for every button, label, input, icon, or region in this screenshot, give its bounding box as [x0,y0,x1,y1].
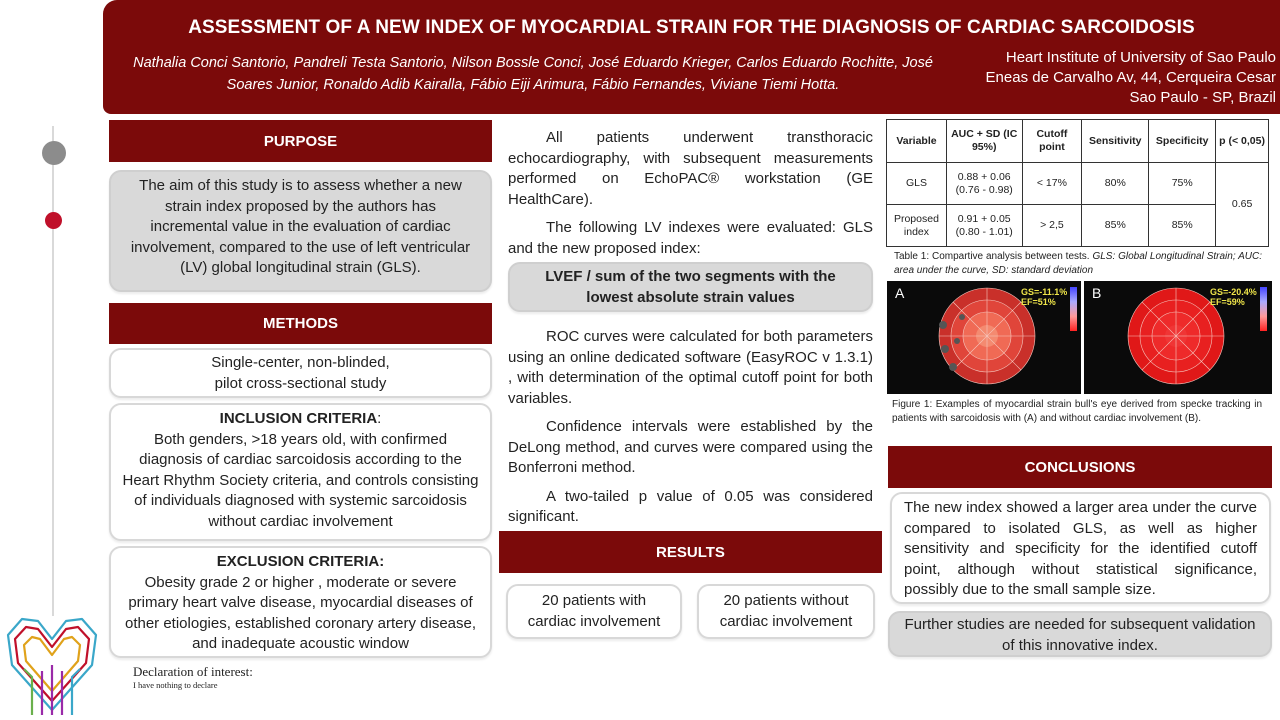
panel-b-ef: EF=59% [1210,297,1245,307]
results-heading: RESULTS [499,531,882,573]
th-auc: AUC + SD (IC 95%) [946,120,1022,163]
poster-header [103,0,1280,114]
cell-pvalue: 0.65 [1216,163,1269,247]
th-specificity: Specificity [1149,120,1216,163]
panel-b-letter: B [1092,285,1102,301]
institution-name: Heart Institute of University of Sao Paulo [1005,49,1276,66]
table-caption-abbrev: GLS: Global Longitudinal Strain; AUC: area under the curve, SD: standard deviation [894,251,1262,276]
th-sensitivity: Sensitivity [1082,120,1149,163]
cell-variable: Proposed index [887,205,947,247]
panel-b-colorbar [1260,287,1267,331]
timeline-dot-grey [42,141,66,165]
institution-address: Eneas de Carvalho Av, 44, Cerqueira Cesar [985,69,1276,86]
paragraph-pvalue: A two-tailed p value of 0.05 was considered significant. [508,487,873,525]
auc-value: 0.88 + 0.06 [957,170,1011,183]
exclusion-text: Obesity grade 2 or higher , moderate or severe primary heart valve disease, myocardial diseases of other etiologies, established coronary artery disease, and inadequate acoustic window [124,573,477,652]
bullseye-image-b [1084,281,1272,394]
inclusion-box [109,403,492,541]
institution-city: Sao Paulo - SP, Brazil [1129,89,1276,106]
study-design-line2: pilot cross-sectional study [214,374,387,392]
cell-cutoff: > 2,5 [1022,205,1082,247]
conclusions-heading: CONCLUSIONS [888,446,1272,488]
bullseye-image-a [887,281,1081,394]
panel-a-gs: GS=-11.1% [1021,287,1068,297]
methods-heading: METHODS [109,303,492,344]
inclusion-title: INCLUSION CRITERIA [219,410,378,427]
cell-sensitivity: 80% [1082,163,1149,205]
cell-specificity: 85% [1149,205,1216,247]
ci-value: (0.80 - 1.01) [955,225,1013,238]
declaration-title: Declaration of interest: [133,664,253,679]
auc-value: 0.91 + 0.05 [957,212,1011,225]
conclusions-text: The new index showed a larger area under the curve compared to isolated GLS, as well as higher sensitivity and specificity for the identified cutoff point, although without statistical significance, possibly due to the small sample size. [904,499,1257,598]
panel-b-readout [1210,287,1257,307]
declaration-text: I have nothing to declare [133,680,218,690]
panel-a-colorbar [1070,287,1077,331]
panel-a-ef: EF=51% [1021,297,1056,307]
author-list: Nathalia Conci Santorio, Pandreli Testa Santorio, Nilson Bossle Conci, José Eduardo Krieger, Carlos Eduardo Rochitte, José Soares Junior, Ronaldo Adib Kairalla, Fábio Eiji Arimura, Fábio Fernandes, Viviane Tiemi Hotta. [133,55,933,93]
inclusion-text: Both genders, >18 years old, with confirmed diagnosis of cardiac sarcoidosis according to the Heart Rhythm Society criteria, and controls consisting of individuals diagnosed with systemic sarcoidosis without cardiac involvement [122,430,479,530]
heart-circuit-logo [2,605,102,715]
th-variable: Variable [887,120,947,163]
panel-a-letter: A [895,285,905,301]
further-studies-text: Further studies are needed for subsequent validation of this innovative index. [904,616,1256,654]
purpose-box [109,170,492,292]
methods-paragraphs-top [508,128,873,267]
study-design-line1: Single-center, non-blinded, [211,354,390,371]
exclusion-title: EXCLUSION CRITERIA: [216,553,385,570]
cell-variable: GLS [887,163,947,205]
timeline-line [52,126,54,616]
conclusions-box [890,492,1271,604]
cell-specificity: 75% [1149,163,1216,205]
table-row [887,205,1269,247]
paragraph-indexes: The following LV indexes were evaluated: GLS and the new proposed index: [508,219,873,257]
cell-auc [946,163,1022,205]
cell-auc [946,205,1022,247]
table-header-row [887,120,1269,163]
methods-paragraphs-bottom [508,327,873,536]
formula-text: LVEF / sum of the two segments with the lowest absolute strain values [545,268,836,306]
th-pvalue: p (< 0,05) [1216,120,1269,163]
formula-box [508,262,873,312]
cell-sensitivity: 85% [1082,205,1149,247]
cell-cutoff: < 17% [1022,163,1082,205]
poster-title: ASSESSMENT OF A NEW INDEX OF MYOCARDIAL STRAIN FOR THE DIAGNOSIS OF CARDIAC SARCOIDOSIS [188,17,1195,38]
inclusion-colon: : [377,410,382,427]
panel-a-readout [1021,287,1067,307]
purpose-heading: PURPOSE [109,120,492,162]
paragraph-roc: ROC curves were calculated for both parameters using an online dedicated software (EasyROC v 1.3.1) , with determination of the optimal cutoff point for both variables. [508,328,873,407]
table-caption [894,250,1262,277]
study-design-box [109,348,492,398]
comparison-table [886,119,1269,247]
th-cutoff: Cutoff point [1022,120,1082,163]
paragraph-echo: All patients underwent transthoracic echocardiography, with subsequent measurements performed on EchoPAC® workstation (GE HealthCare). [508,129,873,208]
figure-caption: Figure 1: Examples of myocardial strain bull's eye derived from specke tracking in patients with sarcoidosis with (A) and without cardiac involvement (B). [892,399,1262,424]
table-caption-label: Table 1: Compartive analysis between tests. [894,251,1093,262]
paragraph-delong: Confidence intervals were established by the DeLong method, and curves were compared using the Bonferroni method. [508,418,873,476]
purpose-text: The aim of this study is to assess whether a new strain index proposed by the authors has incremental value in the evaluation of cardiac involvement, compared to the use of left ventricular (LV) global longitudinal strain (GLS). [130,177,471,276]
ci-value: (0.76 - 0.98) [955,183,1013,196]
group-without-text: 20 patients without cardiac involvement [719,592,853,630]
results-group-with [506,584,682,639]
group-with-text: 20 patients with cardiac involvement [527,592,661,630]
exclusion-box [109,546,492,658]
timeline-dot-red [45,212,62,229]
institution-block [948,48,1276,108]
panel-b-gs: GS=-20.4% [1210,287,1257,297]
further-studies-box [888,611,1272,657]
results-group-without [697,584,875,639]
table-row [887,163,1269,205]
